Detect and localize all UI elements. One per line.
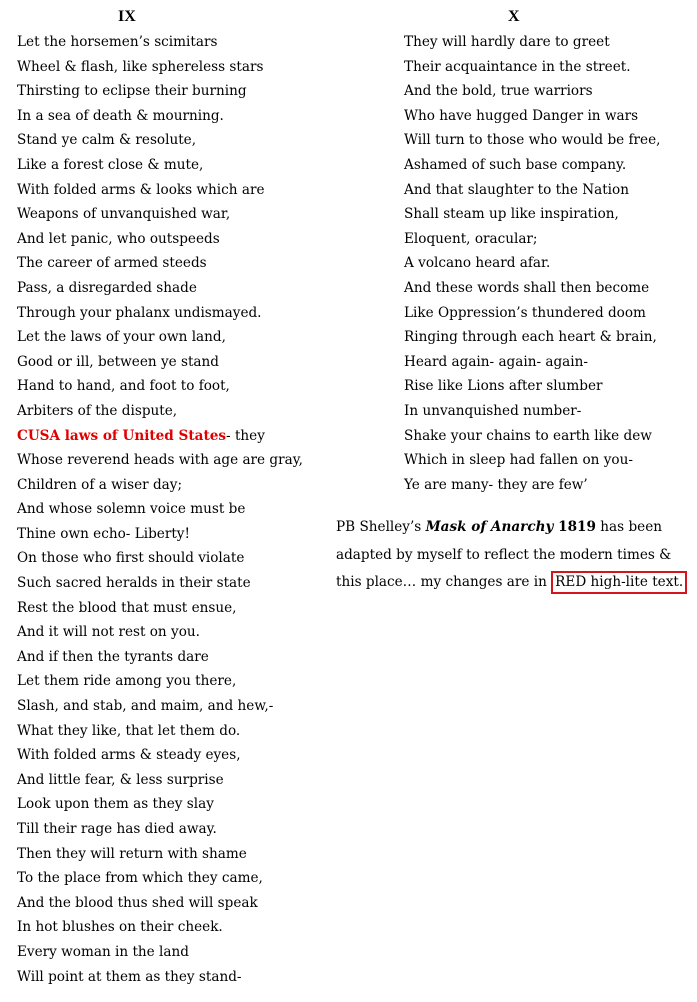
poem-line: And the blood thus shed will speak <box>17 894 258 911</box>
poem-line: Will point at them as they stand- <box>17 968 242 985</box>
stanza-ix-lines <box>17 30 303 989</box>
poem-line: Thine own echo- Liberty! <box>17 525 190 542</box>
poem-line: And that slaughter to the Nation <box>404 181 629 198</box>
poem-line: Till their rage has died away. <box>17 821 217 837</box>
poem-line: Then they will return with shame <box>17 845 247 862</box>
poem-line: In a sea of death & mourning. <box>17 107 224 124</box>
poem-line: With folded arms & looks which are <box>17 181 265 198</box>
poem-line: Who have hugged Danger in wars <box>404 107 639 124</box>
note-title: Mask of Anarchy <box>425 519 554 535</box>
poem-line: Their acquaintance in the street. <box>404 58 631 75</box>
poem-line: Let the laws of your own land, <box>17 329 226 346</box>
note-line3-prefix: this place… my changes are in <box>336 574 552 590</box>
poem-line: Hand to hand, and foot to foot, <box>17 378 230 395</box>
poem-line: Ashamed of such base company. <box>404 156 627 173</box>
poem-line: And the bold, true warriors <box>404 83 593 100</box>
poem-line: They will hardly dare to greet <box>404 34 610 50</box>
note-line1-suffix: has been <box>595 519 662 535</box>
poem-line: And let panic, who outspeeds <box>17 230 220 247</box>
note-line-2: adapted by myself to reflect the modern times & <box>336 546 672 563</box>
poem-line: Whose reverend heads with age are gray, <box>17 452 303 469</box>
poem-line: With folded arms & steady eyes, <box>17 747 241 764</box>
poem-line: Ye are many- they are few’ <box>404 476 588 493</box>
poem-line: And these words shall then become <box>404 279 650 296</box>
poem-line: Children of a wiser day; <box>17 476 183 493</box>
note-prefix: PB Shelley’s <box>336 519 426 535</box>
stanza-ix-heading: IX <box>118 8 136 25</box>
note-line-3 <box>336 569 686 597</box>
poem-line: Arbiters of the dispute, <box>17 402 178 419</box>
poem-line: Through your phalanx undismayed. <box>17 304 262 321</box>
poem-line: In unvanquished number- <box>404 402 582 419</box>
poem-line: In hot blushes on their cheek. <box>17 919 223 936</box>
poem-line: On those who first should violate <box>17 550 245 567</box>
note-line-1 <box>336 514 686 542</box>
poem-line: Heard again- again- again- <box>404 353 588 370</box>
stanza-x-heading: X <box>508 8 520 25</box>
poem-line: Which in sleep had fallen on you- <box>404 452 633 469</box>
poem-line: A volcano heard afar. <box>404 255 551 272</box>
poem-line: Every woman in the land <box>17 943 189 960</box>
poem-line: Rise like Lions after slumber <box>404 378 603 395</box>
poem-line: Slash, and stab, and maim, and hew,- <box>17 698 274 715</box>
poem-line: Good or ill, between ye stand <box>17 353 219 370</box>
red-highlight-text: CUSA laws of United States <box>17 427 227 444</box>
poem-line: Eloquent, oracular; <box>404 230 538 247</box>
poem-line: Ringing through each heart & brain, <box>404 329 657 346</box>
poem-line: Rest the blood that must ensue, <box>17 599 237 616</box>
poem-line: Pass, a disregarded shade <box>17 279 197 296</box>
poem-line: Like a forest close & mute, <box>17 156 204 173</box>
note-year: 1819 <box>553 519 596 535</box>
poem-line: Weapons of unvanquished war, <box>17 206 231 223</box>
poem-line: Let them ride among you there, <box>17 673 237 690</box>
poem-line: Stand ye calm & resolute, <box>17 132 197 149</box>
poem-line: And little fear, & less surprise <box>17 771 224 788</box>
poem-line-highlighted <box>17 424 303 449</box>
poem-line: Let the horsemen’s scimitars <box>17 34 218 50</box>
poem-line: Like Oppression’s thundered doom <box>404 304 646 321</box>
poem-line: Look upon them as they slay <box>17 796 214 813</box>
poem-line: Shake your chains to earth like dew <box>404 427 652 444</box>
poem-line: The career of armed steeds <box>17 255 207 272</box>
poem-line: And if then the tyrants dare <box>17 648 209 665</box>
poem-line: And whose solemn voice must be <box>17 501 246 518</box>
stanza-x-lines <box>404 30 660 497</box>
poem-line: Thirsting to eclipse their burning <box>17 83 247 100</box>
poem-line: Such sacred heralds in their state <box>17 575 251 592</box>
poem-line: What they like, that let them do. <box>17 722 241 739</box>
attribution-note <box>336 514 686 597</box>
poem-line: Wheel & flash, like sphereless stars <box>17 58 264 75</box>
poem-line: To the place from which they came, <box>17 870 263 887</box>
poem-line: And it will not rest on you. <box>17 624 200 641</box>
poem-line: Shall steam up like inspiration, <box>404 206 619 223</box>
red-highlight-box: RED high-lite text. <box>551 571 687 594</box>
poem-line: Will turn to those who would be free, <box>404 132 661 149</box>
poem-line-rest: - they <box>226 427 265 444</box>
